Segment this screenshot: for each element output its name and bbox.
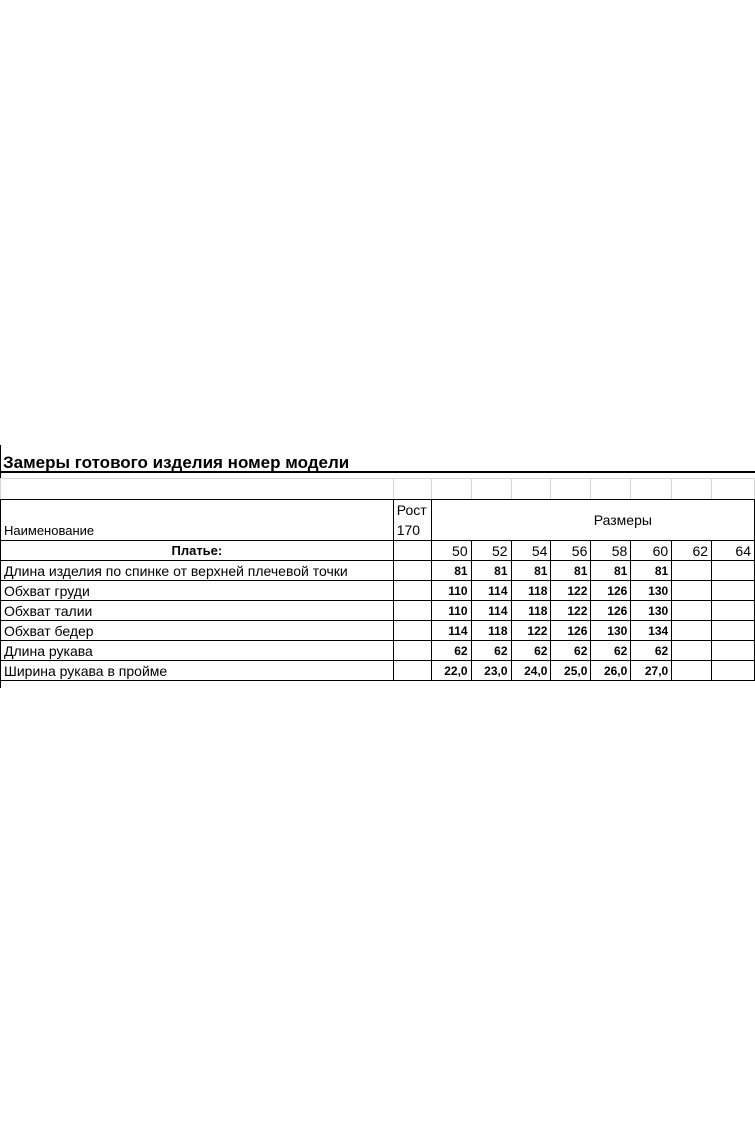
value-cell: 122 — [551, 581, 591, 601]
size-cell: 54 — [511, 541, 551, 561]
value-cell: 126 — [551, 621, 591, 641]
value-cell — [672, 601, 712, 621]
section-row — [1, 541, 755, 561]
name-column-header: Наименование — [1, 500, 394, 541]
value-cell: 134 — [631, 621, 672, 641]
value-cell: 81 — [631, 561, 672, 581]
header-row — [1, 500, 755, 541]
value-cell: 118 — [511, 601, 551, 621]
value-cell: 62 — [471, 641, 511, 661]
size-cell: 60 — [631, 541, 672, 561]
value-cell: 130 — [631, 581, 672, 601]
table-row — [1, 601, 755, 621]
value-cell: 126 — [591, 581, 631, 601]
size-cell: 62 — [672, 541, 712, 561]
table-row — [1, 581, 755, 601]
value-cell: 23,0 — [471, 661, 511, 681]
rost-label: Рост — [396, 502, 427, 518]
value-cell: 122 — [511, 621, 551, 641]
value-cell: 81 — [431, 561, 471, 581]
sizes-header: Размеры — [431, 500, 754, 541]
table-row — [1, 561, 755, 581]
value-cell: 26,0 — [591, 661, 631, 681]
value-cell: 22,0 — [431, 661, 471, 681]
value-cell: 81 — [471, 561, 511, 581]
value-cell — [712, 581, 755, 601]
value-cell — [712, 561, 755, 581]
measurements-table — [0, 478, 755, 681]
size-cell: 58 — [591, 541, 631, 561]
value-cell: 62 — [431, 641, 471, 661]
value-cell: 24,0 — [511, 661, 551, 681]
blank-row — [1, 479, 755, 500]
value-cell — [672, 661, 712, 681]
value-cell: 62 — [631, 641, 672, 661]
value-cell: 81 — [511, 561, 551, 581]
rost-header — [393, 500, 431, 541]
row-name: Обхват груди — [1, 581, 394, 601]
value-cell: 130 — [591, 621, 631, 641]
value-cell: 110 — [431, 581, 471, 601]
value-cell: 62 — [551, 641, 591, 661]
row-name: Обхват бедер — [1, 621, 394, 641]
value-cell: 118 — [511, 581, 551, 601]
table-row — [1, 641, 755, 661]
rost-value: 170 — [396, 522, 421, 538]
title-row — [0, 451, 755, 473]
value-cell: 25,0 — [551, 661, 591, 681]
value-cell — [672, 621, 712, 641]
value-cell — [712, 601, 755, 621]
value-cell: 27,0 — [631, 661, 672, 681]
value-cell: 81 — [551, 561, 591, 581]
section-label: Платье: — [1, 541, 394, 561]
table-row — [1, 621, 755, 641]
value-cell: 62 — [511, 641, 551, 661]
value-cell: 114 — [471, 581, 511, 601]
value-cell — [672, 581, 712, 601]
value-cell — [712, 641, 755, 661]
value-cell — [672, 561, 712, 581]
value-cell — [712, 621, 755, 641]
value-cell: 122 — [551, 601, 591, 621]
row-name: Ширина рукава в пройме — [1, 661, 394, 681]
value-cell: 118 — [471, 621, 511, 641]
sheet-title: Замеры готового изделия номер модели — [3, 453, 350, 472]
size-cell: 52 — [471, 541, 511, 561]
value-cell: 114 — [471, 601, 511, 621]
table-row — [1, 661, 755, 681]
value-cell: 126 — [591, 601, 631, 621]
row-name: Длина рукава — [1, 641, 394, 661]
value-cell: 114 — [431, 621, 471, 641]
row-name: Обхват талии — [1, 601, 394, 621]
value-cell: 110 — [431, 601, 471, 621]
value-cell: 62 — [591, 641, 631, 661]
value-cell: 130 — [631, 601, 672, 621]
row-name: Длина изделия по спинке от верхней плечевой точки — [1, 561, 394, 581]
size-cell: 64 — [712, 541, 755, 561]
size-cell: 50 — [431, 541, 471, 561]
value-cell — [712, 661, 755, 681]
value-cell — [672, 641, 712, 661]
value-cell: 81 — [591, 561, 631, 581]
size-cell: 56 — [551, 541, 591, 561]
